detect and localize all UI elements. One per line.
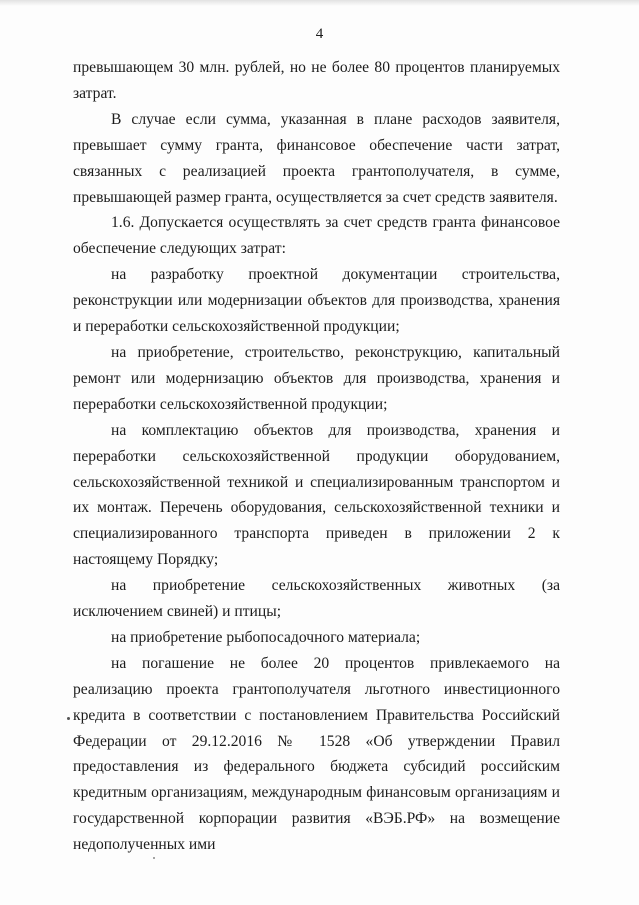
scan-speck <box>153 857 155 859</box>
paragraph-construction: на приобретение, строительство, реконструкцию, капитальный ремонт или модернизацию объектов для производства, хранения и переработки сельскохозяйственной продукции; <box>73 343 560 413</box>
paragraph-fish-stock: на приобретение рыбопосадочного материала; <box>111 628 421 646</box>
paragraph-budget-excess: В случае если сумма, указанная в плане расходов заявителя, превышает сумму гранта, финансовое обеспечение части затрат, связанных с реализацией проекта грантополучателя, в сумме, превышающей размер гранта, осуществляется за счет средств заявителя. <box>73 110 560 206</box>
scan-speck <box>67 717 70 720</box>
paragraph-design-documentation: на разработку проектной документации строительства, реконструкции или модернизации объектов для производства, хранения и переработки сельскохозяйственной продукции; <box>73 266 560 336</box>
paragraph-section-1-6: 1.6. Допускается осуществлять за счет средств гранта финансовое обеспечение следующих затрат: <box>73 214 560 258</box>
scan-top-edge <box>0 0 639 6</box>
paragraph-continuation: превышающем 30 млн. рублей, но не более 80 процентов планируемых затрат. <box>73 59 560 102</box>
paragraph-livestock: на приобретение сельскохозяйственных животных (за исключением свиней) и птицы; <box>73 577 560 621</box>
document-body <box>73 55 560 858</box>
paragraph-credit-repayment: на погашение не более 20 процентов привлекаемого на реализацию проекта грантополучателя льготного инвестиционного кредита в соответствии с постановлением Правительства Российский Федерации от 29.12.2016 № 1528 «Об утверждении Правил предоставления из федерального бюджета субсидий российским кредитным организациям, международным финансовым организациям и государственной корпорации развития «ВЭБ.РФ» на возмещение недополученных ими <box>73 654 560 854</box>
page-number: 4 <box>315 26 324 42</box>
paragraph-equipment: на комплектацию объектов для производства, хранения и переработки сельскохозяйственной продукции оборудованием, сельскохозяйственной техникой и специализированным транспортом и их монтаж. Перечень оборудования, сельскохозяйственной техники и специализированного транспорта приведен в приложении 2 к настоящему Порядку; <box>73 421 560 569</box>
